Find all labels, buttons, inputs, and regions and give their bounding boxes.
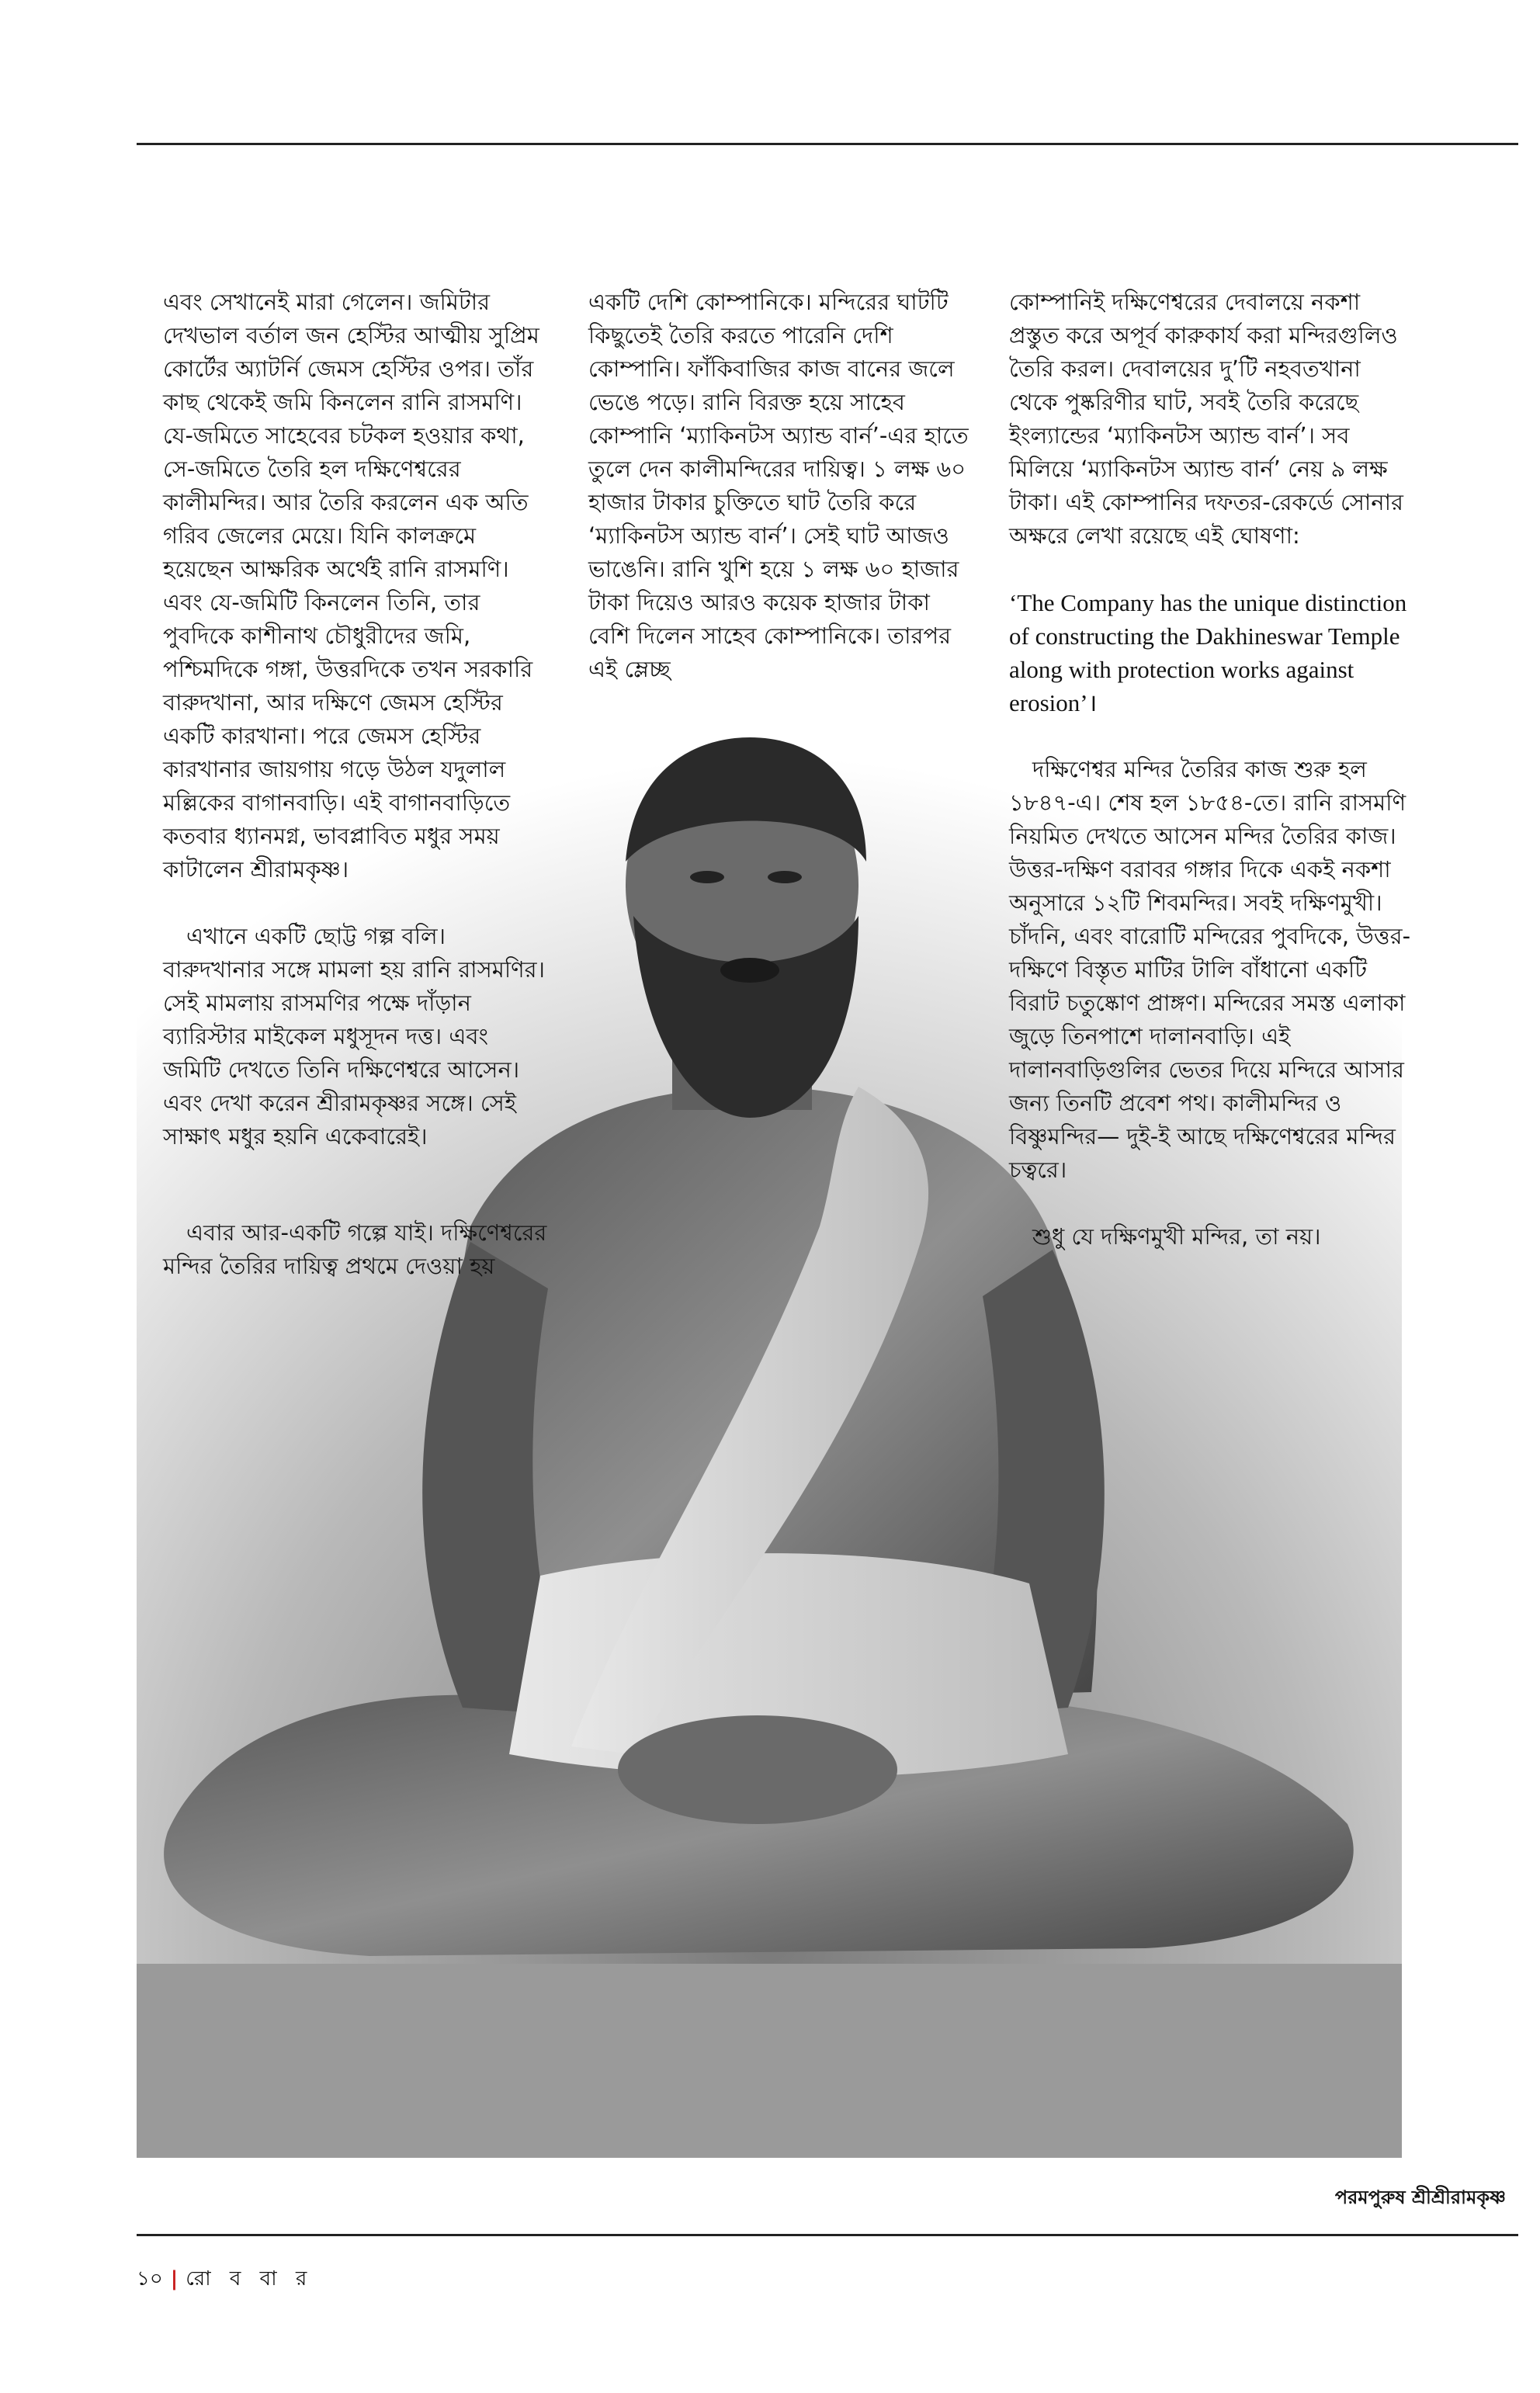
article-column-1 (163, 252, 551, 1316)
page-footer (137, 2263, 313, 2297)
article-column-3 (1009, 252, 1413, 1287)
article-column-2 (588, 252, 976, 720)
english-quote: ‘The Company has the unique distinction of constructing the Dakhineswar Temple along with protection works against erosion’। (1009, 589, 1407, 716)
paragraph: কোম্পানিই দক্ষিণেশ্বরের দেবালয়ে নকশা প্রস্তুত করে অপূর্ব কারুকার্য করা মন্দিরগুলিও তৈরি করল। দেবালয়ের দু’টি নহবতখানা থেকে পুষ্করিণীর ঘাট, সবই তৈরি করেছে ইংল্যান্ডের ‘ম্যাকিনটস অ্যান্ড বার্ন’। সব মিলিয়ে ‘ম্যাকিনটস অ্যান্ড বার্ন’ নেয় ৯ লক্ষ টাকা। এই কোম্পানির দফতর-রেকর্ডে সোনার অক্ষরে লেখা রয়েছে এই ঘোষণা: (1009, 289, 1403, 549)
photo-caption: পরমপুরুষ শ্রীশ্রীরামকৃষ্ণ (1334, 2187, 1506, 2208)
page-number: ১০ (137, 2267, 163, 2291)
paragraph: এবং সেখানেই মারা গেলেন। জমিটার দেখভাল বর্তাল জন হেস্টির আত্মীয় সুপ্রিম কোর্টের অ্যাটর্নি জেমস হেস্টির ওপর। তাঁর কাছ থেকেই জমি কিনলেন রানি রাসমণি। যে-জমিতে সাহেবের চটকল হওয়ার কথা, সে-জমিতে তৈরি হল দক্ষিণেশ্বরের কালীমন্দির। আর তৈরি করলেন এক অতি গরিব জেলের মেয়ে। যিনি কালক্রমে হয়েছেন আক্ষরিক অর্থেই রানি রাসমণি। এবং যে-জমিটি কিনলেন তিনি, তার পুবদিকে কাশীনাথ চৌধুরীদের জমি, পশ্চিমদিকে গঙ্গা, উত্তরদিকে তখন সরকারি বারুদখানা, আর দক্ষিণে জেমস হেস্টির একটি কারখানা। পরে জেমস হেস্টির কারখানার জায়গায় গড়ে উঠল যদুলাল মল্লিকের বাগানবাড়ি। এই বাগানবাড়িতে কতবার ধ্যানমগ্ন, ভাবপ্লাবিত মধুর সময় কাটালেন শ্রীরামকৃষ্ণ। (163, 289, 539, 883)
paragraph: একটি দেশি কোম্পানিকে। মন্দিরের ঘাটটি কিছুতেই তৈরি করতে পারেনি দেশি কোম্পানি। ফাঁকিবাজির কাজ বানের জলে ভেঙে পড়ে। রানি বিরক্ত হয়ে সাহেব কোম্পানি ‘ম্যাকিনটস অ্যান্ড বার্ন’-এর হাতে তুলে দেন কালীমন্দিরের দায়িত্ব। ১ লক্ষ ৬০ হাজার টাকার চুক্তিতে ঘাট তৈরি করে ‘ম্যাকিনটস অ্যান্ড বার্ন’। সেই ঘাট আজও ভাঙেনি। রানি খুশি হয়ে ১ লক্ষ ৬০ হাজার টাকা দিয়েও আরও কয়েক হাজার টাকা বেশি দিলেন সাহেব কোম্পানিকে। তারপর এই ম্লেচ্ছ (588, 289, 969, 682)
magazine-name: রো ব বা র (186, 2267, 314, 2291)
footer-separator: | (170, 2267, 179, 2291)
paragraph: দক্ষিণেশ্বর মন্দির তৈরির কাজ শুরু হল ১৮৪৭-এ। শেষ হল ১৮৫৪-তে। রানি রাসমণি নিয়মিত দেখতে আসেন মন্দির তৈরির কাজ। উত্তর-দক্ষিণ বরাবর গঙ্গার দিকে একই নকশা অনুসারে ১২টি শিবমন্দির। সবই দক্ষিণমুখী। চাঁদনি, এবং বারোটি মন্দিরের পুবদিকে, উত্তর-দক্ষিণে বিস্তৃত মাটির টালি বাঁধানো একটি বিরাট চতুষ্কোণ প্রাঙ্গণ। মন্দিরের সমস্ত এলাকা জুড়ে তিনপাশে দালানবাড়ি। এই দালানবাড়িগুলির ভেতর দিয়ে মন্দিরে আসার জন্য তিনটি প্রবেশ পথ। কালীমন্দির ও বিষ্ণুমন্দির— দুই-ই আছে দক্ষিণেশ্বরের মন্দির চত্বরে। (1009, 756, 1411, 1183)
paragraph: এবার আর-একটি গল্পে যাই। দক্ষিণেশ্বরের মন্দির তৈরির দায়িত্ব প্রথমে দেওয়া হয় (163, 1219, 547, 1279)
paragraph: শুধু যে দক্ষিণমুখী মন্দির, তা নয়। (1032, 1223, 1321, 1250)
paragraph: এখানে একটি ছোট্ট গল্প বলি। বারুদখানার সঙ্গে মামলা হয় রানি রাসমণির। সেই মামলায় রাসমণির পক্ষে দাঁড়ান ব্যারিস্টার মাইকেল মধুসূদন দত্ত। এবং জমিটি দেখতে তিনি দক্ষিণেশ্বরে আসেন। এবং দেখা করেন শ্রীরামকৃষ্ণর সঙ্গে। সেই সাক্ষাৎ মধুর হয়নি একেবারেই। (163, 923, 545, 1150)
bottom-rule (137, 2234, 1518, 2236)
top-rule (137, 143, 1518, 145)
